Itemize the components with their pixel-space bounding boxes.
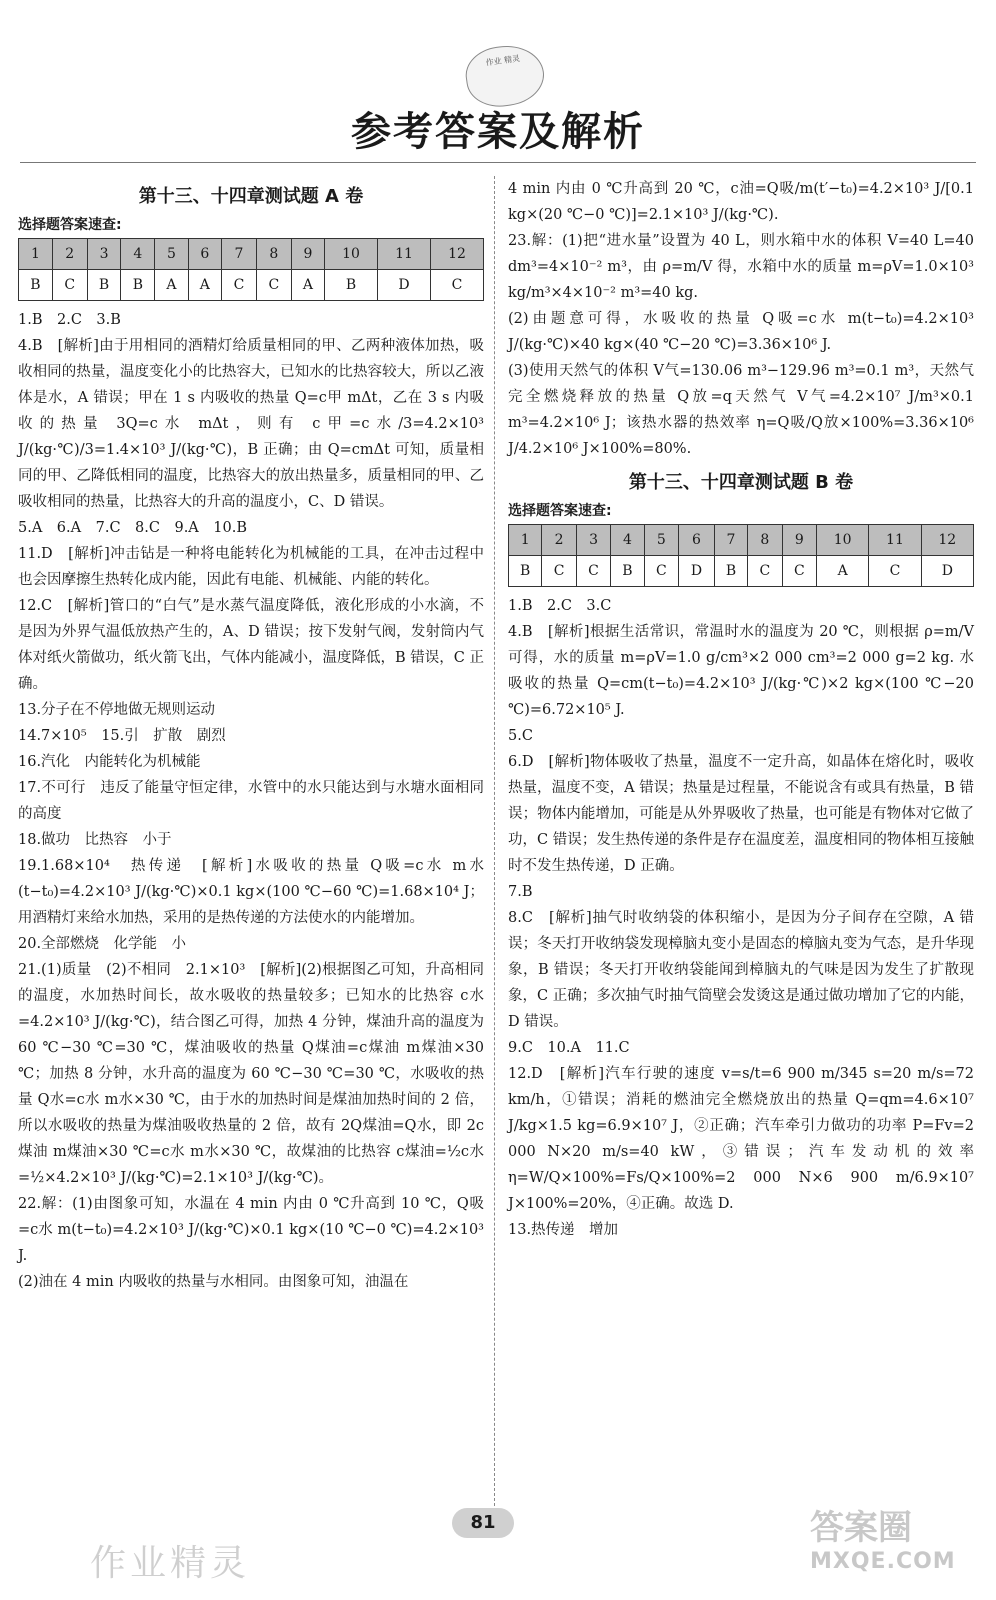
answer-cell: C (221, 270, 256, 301)
answer-cell: C (869, 556, 921, 587)
answer-paragraph: 19.1.68×10⁴ 热传递 [解析]水吸收的热量 Q吸=c水 m水(t−t₀)=4.2×10³ J/(kg·℃)×0.1 kg×(100 ℃−60 ℃)=1.68×10⁴ J；用酒精灯来给水加热，采用的是热传递的方法使水的内能增加。 (18, 858, 484, 926)
answer-paragraph: 1.B 2.C 3.B (18, 312, 121, 328)
answer-cell: D (921, 556, 973, 587)
qnum-cell: 2 (52, 239, 87, 270)
section-b-answer-row (509, 556, 974, 587)
column-divider (494, 176, 495, 1506)
answer-paragraph: 12.C [解析]管口的“白气”是水蒸气温度降低，液化形成的小水滴，不是因为外界气温低放热产生的，A、D 错误；按下发射气阀，发射筒内气体对纸火箭做功，纸火箭飞出，气体内能减小，温度降低，B 错误，C 正确。 (18, 598, 484, 692)
answer-cell: C (644, 556, 678, 587)
qnum-cell: 5 (644, 525, 678, 556)
section-b-answer-table (508, 524, 974, 587)
qnum-cell: 9 (782, 525, 816, 556)
qnum-cell: 3 (87, 239, 121, 270)
answer-paragraph: (2)油在 4 min 内吸收的热量与水相同。由图象可知，油温在 (18, 1274, 409, 1290)
answer-paragraph: 18.做功 比热容 小于 (18, 832, 172, 848)
answer-cell: C (782, 556, 816, 587)
watermark-right-logo (810, 1500, 980, 1580)
section-a-title: 第十三、十四章测试题 A 卷 (138, 186, 364, 207)
qnum-cell: 10 (325, 239, 378, 270)
answer-cell: C (52, 270, 87, 301)
answer-cell: C (748, 556, 782, 587)
watermark-right-top: 答案圈 (810, 1508, 912, 1548)
answer-cell: A (188, 270, 221, 301)
answer-cell: D (679, 556, 715, 587)
page-number: 81 (452, 1508, 514, 1538)
answer-paragraph: 14.7×10⁵ 15.引 扩散 剧烈 (18, 728, 226, 744)
title-underline (20, 162, 976, 163)
watermark-right-bottom: MXQE.COM (810, 1549, 956, 1574)
qnum-cell: 12 (921, 525, 973, 556)
answer-paragraph: 1.B 2.C 3.C (508, 598, 612, 614)
answer-paragraph: 17.不可行 违反了能量守恒定律，水管中的水只能达到与水塘水面相同的高度 (18, 780, 484, 822)
answer-paragraph: 11.D [解析]冲击钻是一种将电能转化为机械能的工具，在冲击过程中也会因摩擦生热转化成内能，因此有电能、机械能、内能的转化。 (18, 546, 484, 588)
answer-paragraph: 12.D [解析]汽车行驶的速度 v=s/t=6 900 m/345 s=20 m/s=72 km/h，①错误；消耗的燃油完全燃烧放出的热量 Q=qm=4.6×10⁷ J/kg×1.5 kg=6.9×10⁷ J，②正确；汽车牵引力做功的功率 P=Fv=2 000 N×20 m/s=40 kW，③错误；汽车发动机的效率 η=W/Q×100%=Fs/Q×100%=2 000 N×6 900 m/6.9×10⁷ J×100%=20%，④正确。故选 D. (508, 1066, 974, 1212)
answer-paragraph: (3)使用天然气的体积 V气=130.06 m³−129.96 m³=0.1 m³，天然气完全燃烧释放的热量 Q放=q天然气 V气=4.2×10⁷ J/m³×0.1 m³=4.2×10⁶ J；该热水器的热效率 η=Q吸/Q放×100%=3.36×10⁶ J/4.2×10⁶ J×100%=80%. (508, 363, 974, 457)
answer-paragraph: 4.B [解析]根据生活常识，常温时水的温度为 20 ℃，则根据 ρ=m/V 可得，水的质量 m=ρV=1.0 g/cm³×2 000 cm³=2 000 g=2 kg. 水吸收的热量 Q=cm(t−t₀)=4.2×10³ J/(kg·℃)×2 kg×(100 ℃−20 ℃)=6.72×10⁵ J. (508, 624, 974, 718)
qnum-cell: 6 (679, 525, 715, 556)
answer-cell: B (509, 556, 542, 587)
stamp-text: 作业 精灵 (485, 53, 521, 68)
answer-paragraph: 5.C (508, 728, 533, 744)
qnum-cell: 9 (291, 239, 324, 270)
answer-paragraph: 21.(1)质量 (2)不相同 2.1×10³ [解析](2)根据图乙可知，升高相同的温度，水加热时间长，故水吸收的热量较多；已知水的比热容 c水=4.2×10³ J/(kg·℃)，结合图乙可得，加热 4 分钟，煤油升高的温度为 60 ℃−30 ℃=30 ℃，煤油吸收的热量 Q煤油=c煤油 m煤油×30 ℃；加热 8 分钟，水升高的温度为 60 ℃−30 ℃=30 ℃，水吸收的热量 Q水=c水 m水×30 ℃，由于水的加热时间是煤油加热时间的 2 倍，所以水吸收的热量为煤油吸收热量的 2 倍，故有 2Q煤油=Q水，即 2c煤油 m煤油×30 ℃=c水 m水×30 ℃，故煤油的比热容 c煤油=½c水=½×4.2×10³ J/(kg·℃)=2.1×10³ J/(kg·℃)。 (18, 962, 484, 1186)
page-title: 参考答案及解析 (351, 109, 645, 155)
qnum-cell: 8 (256, 239, 291, 270)
answer-cell: D (378, 270, 431, 301)
answer-cell: C (542, 556, 576, 587)
section-a-answer-row (19, 270, 484, 301)
watermark-left: 作业精灵 (90, 1543, 251, 1584)
qnum-cell: 11 (869, 525, 921, 556)
answer-cell: B (611, 556, 644, 587)
answer-paragraph: 4.B [解析]由于用相同的酒精灯给质量相同的甲、乙两种液体加热，吸收相同的热量，温度变化小的比热容大，已知水的比热容较大，所以乙液体是水，A 错误；甲在 1 s 内吸收的热量 Q=c甲 mΔt，乙在 3 s 内吸收的热量 3Q=c水 mΔt，则有 c甲=c水/3=4.2×10³ J/(kg·℃)/3=1.4×10³ J/(kg·℃)，B 正确；由 Q=cmΔt 可知，质量相同的甲、乙降低相同的温度，比热容大的放出热量多，质量相同的甲、乙吸收相同的热量，比热容大的升高的温度小，C、D 错误。 (18, 338, 484, 510)
answer-cell: A (817, 556, 869, 587)
qnum-cell: 2 (542, 525, 576, 556)
answer-cell: C (256, 270, 291, 301)
qnum-cell: 11 (378, 239, 431, 270)
answer-paragraph: 16.汽化 内能转化为机械能 (18, 754, 201, 770)
qnum-cell: 1 (19, 239, 53, 270)
answer-cell: B (714, 556, 747, 587)
qnum-cell: 8 (748, 525, 782, 556)
answer-paragraph: 8.C [解析]抽气时收纳袋的体积缩小，是因为分子间存在空隙，A 错误；冬天打开收纳袋发现樟脑丸变小是固态的樟脑丸变为气态，是升华现象，B 错误；冬天打开收纳袋能闻到樟脑丸的气味是因为发生了扩散现象，C 正确；多次抽气时抽气筒壁会发烫这是通过做功增加了它的内能，D 错误。 (508, 910, 974, 1030)
qnum-cell: 4 (121, 239, 155, 270)
section-b-number-row (509, 525, 974, 556)
title-wrap (0, 100, 996, 157)
answer-cell: B (19, 270, 53, 301)
qnum-cell: 3 (576, 525, 610, 556)
answer-paragraph: 23.解：(1)把“进水量”设置为 40 L，则水箱中水的体积 V=40 L=40 dm³=4×10⁻² m³，由 ρ=m/V 得，水箱中水的质量 m=ρV=1.0×10³ kg/m³×4×10⁻² m³=40 kg. (508, 233, 974, 301)
qnum-cell: 10 (817, 525, 869, 556)
answer-cell: C (430, 270, 483, 301)
answer-paragraph: 6.D [解析]物体吸收了热量，温度不一定升高，如晶体在熔化时，吸收热量，温度不变，A 错误；热量是过程量，不能说含有或具有热量，B 错误；物体内能增加，可能是从外界吸收了热量，也可能是有物体对它做了功，C 错误；发生热传递的条件是存在温度差，温度相同的物体相互接触时不发生热传递，D 正确。 (508, 754, 974, 874)
answer-cell: A (155, 270, 188, 301)
answer-cell: C (576, 556, 610, 587)
qnum-cell: 4 (611, 525, 644, 556)
answer-paragraph: 22.解：(1)由图象可知，水温在 4 min 内由 0 ℃升高到 10 ℃，Q吸=c水 m(t−t₀)=4.2×10³ J/(kg·℃)×0.1 kg×(10 ℃−0 ℃)=4.2×10³ J. (18, 1196, 484, 1264)
answer-paragraph: 20.全部燃烧 化学能 小 (18, 936, 187, 952)
section-b-title: 第十三、十四章测试题 B 卷 (628, 472, 854, 493)
qnum-cell: 1 (509, 525, 542, 556)
right-column (508, 176, 974, 1243)
answer-cell: B (325, 270, 378, 301)
qnum-cell: 5 (155, 239, 188, 270)
answer-paragraph: 4 min 内由 0 ℃升高到 20 ℃，c油=Q吸/m(t′−t₀)=4.2×10³ J/[0.1 kg×(20 ℃−0 ℃)]=2.1×10³ J/(kg·℃). (508, 181, 974, 223)
answer-cell: B (121, 270, 155, 301)
answer-paragraph: 9.C 10.A 11.C (508, 1040, 630, 1056)
section-a-number-row (19, 239, 484, 270)
answer-cell: A (291, 270, 324, 301)
answer-paragraph: 5.A 6.A 7.C 8.C 9.A 10.B (18, 520, 247, 536)
qnum-cell: 7 (221, 239, 256, 270)
qnum-cell: 6 (188, 239, 221, 270)
answer-paragraph: 13.热传递 增加 (508, 1222, 619, 1238)
answer-paragraph: 7.B (508, 884, 533, 900)
section-a-answer-table (18, 238, 484, 301)
answer-paragraph: 13.分子在不停地做无规则运动 (18, 702, 216, 718)
qnum-cell: 7 (714, 525, 747, 556)
answer-cell: B (87, 270, 121, 301)
section-a-quick-label: 选择题答案速查: (18, 217, 122, 233)
left-column (18, 176, 484, 1295)
section-b-quick-label: 选择题答案速查: (508, 503, 612, 519)
qnum-cell: 12 (430, 239, 483, 270)
answer-paragraph: (2)由题意可得，水吸收的热量 Q吸=c水 m(t−t₀)=4.2×10³ J/(kg·℃)×40 kg×(40 ℃−20 ℃)=3.36×10⁶ J. (508, 311, 974, 353)
